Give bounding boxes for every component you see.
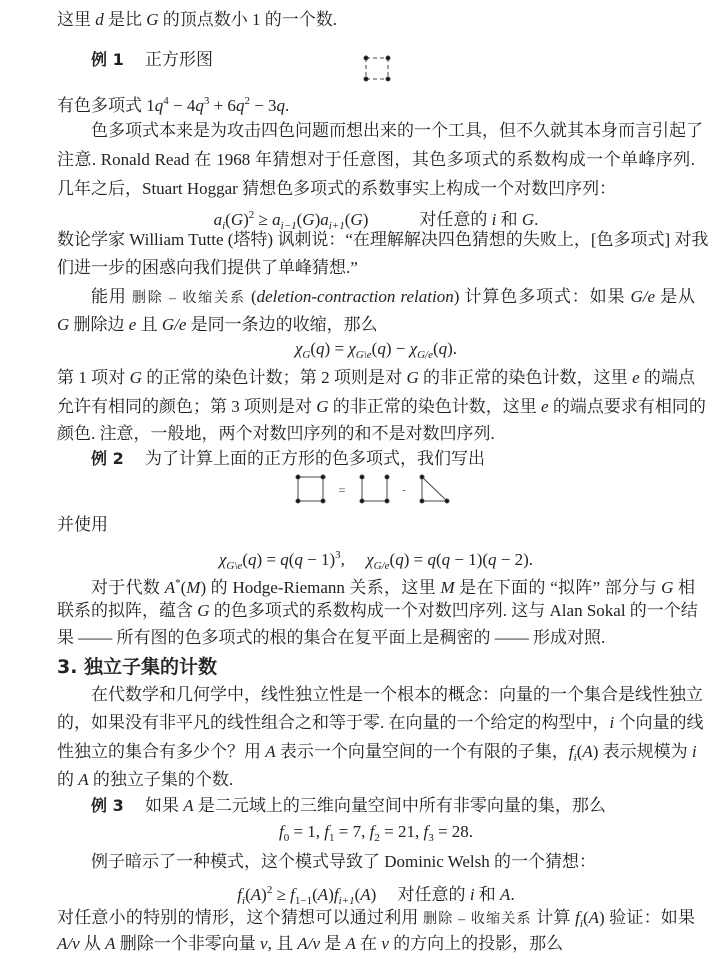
math-symbol: i — [573, 752, 577, 764]
math-symbol: i — [222, 220, 226, 232]
text-run: ( — [288, 550, 295, 569]
math-symbol: i — [579, 918, 583, 930]
math-symbol: 3 — [428, 832, 434, 844]
math-symbol: G — [521, 210, 535, 229]
math-symbol: i+1 — [338, 895, 355, 907]
math-symbol: A — [265, 742, 276, 761]
text-run: 第 1 项对 — [57, 368, 130, 387]
text-run: 是 — [320, 934, 346, 953]
math-symbol: q — [441, 550, 451, 569]
text-run: 和 — [496, 210, 522, 229]
math-symbol: G\e — [355, 349, 372, 361]
section-heading: 3. 独立子集的计数 — [57, 656, 218, 678]
math-symbol: A — [105, 934, 116, 953]
text-run: 在 — [355, 934, 382, 953]
math-symbol: e — [128, 315, 137, 334]
text-run: ≥ — [254, 210, 273, 229]
math-symbol: a — [272, 210, 281, 229]
text-run: ( — [310, 339, 317, 358]
text-run: 能用 — [91, 287, 132, 306]
math-symbol: G — [302, 210, 315, 229]
text-run: 在代数学和几何学中，线性独立性是一个根本的概念：向量的一个集合是线性独立 — [91, 685, 703, 704]
text-run: ) 对任意的 — [362, 210, 492, 229]
math-symbol: f — [575, 908, 580, 927]
text-run: − 1)( — [450, 550, 489, 569]
math-symbol: q — [276, 96, 286, 115]
math-symbol: q — [195, 96, 204, 115]
text-run: . — [285, 96, 290, 115]
math-symbol: v — [260, 934, 268, 953]
math-symbol: a — [320, 210, 329, 229]
text-run: − 2). — [496, 550, 534, 569]
text-run: 是同一条边的收缩，那么 — [186, 315, 378, 334]
example-label: 例 2 — [91, 449, 124, 468]
text-run: 相 — [673, 578, 695, 597]
math-symbol: q — [438, 339, 448, 358]
text-run: 和 — [474, 885, 501, 904]
math-symbol: 4 — [163, 95, 169, 107]
text-run: 的方向上的投影，那么 — [388, 934, 564, 953]
math-symbol: G/e — [630, 287, 656, 306]
math-symbol: f — [423, 822, 429, 841]
math-symbol: A — [500, 885, 511, 904]
math-symbol: 1−1 — [294, 895, 313, 907]
math-symbol: G — [230, 210, 244, 229]
math-symbol: q — [154, 96, 164, 115]
math-symbol: f — [324, 822, 330, 841]
math-symbol: i — [609, 713, 615, 732]
math-symbol: A/v — [297, 934, 320, 953]
math-symbol: 2 — [266, 884, 273, 896]
text-run: 的，如果没有非平凡的线性组合之和等于零. 在向量的一个给定的构型中， — [57, 713, 610, 732]
math-symbol: 3 — [203, 95, 210, 107]
math-symbol: χ — [409, 339, 418, 358]
text-run: 且 — [136, 315, 162, 334]
text-run: = 28. — [433, 822, 474, 841]
math-symbol: A — [317, 885, 329, 904]
text-run: ( — [432, 339, 439, 358]
text-run: , 且 — [267, 934, 298, 953]
text-run: . — [534, 210, 539, 229]
text-run: 并使用 — [57, 515, 108, 534]
math-symbol: deletion-contraction relation — [256, 287, 454, 306]
text-run: 们进一步的困惑向我们提供了单峰猜想.” — [57, 258, 358, 277]
text-run: ) — [314, 210, 321, 229]
text-run: 的非正常的染色计数，这里 — [418, 368, 633, 387]
text-run: ). — [447, 339, 458, 358]
text-run: ( — [344, 210, 351, 229]
math-symbol: q — [247, 550, 257, 569]
math-symbol: e — [541, 397, 549, 416]
text-run: ( — [225, 210, 231, 229]
math-symbol: q — [294, 550, 303, 569]
text-run: 如果 — [123, 796, 184, 815]
math-symbol: A — [582, 742, 593, 761]
text-run: ( — [435, 550, 442, 569]
text-run: 为了计算上面的正方形的色多项式，我们写出 — [123, 449, 485, 468]
math-symbol: G — [146, 10, 159, 29]
math-symbol: χ — [294, 339, 303, 358]
math-symbol: q — [488, 550, 497, 569]
text-run: − 4 — [168, 96, 196, 115]
example-label: 例 3 — [91, 796, 124, 815]
text-run: 计算 — [531, 908, 576, 927]
text-run: 颜色. 注意，一般地，两个对数凹序列的和不是对数凹序列. — [57, 424, 495, 443]
math-symbol: q — [395, 550, 404, 569]
term-emphasis: 删除 – 收缩关系 — [131, 291, 246, 306]
text-run: 是在下面的 “拟阵” 部分与 — [454, 578, 662, 597]
math-symbol: A — [164, 578, 176, 597]
math-symbol: A — [360, 885, 371, 904]
contracted-graph — [420, 475, 449, 503]
math-symbol: d — [95, 10, 104, 29]
text-run: ( — [312, 885, 318, 904]
text-run: ) — [328, 885, 334, 904]
math-symbol: i−1 — [280, 220, 297, 232]
text-run: ) 表示规模为 — [592, 742, 692, 761]
text-run: = 21, — [379, 822, 424, 841]
minus-sign: - — [402, 485, 406, 496]
math-symbol: q — [235, 96, 245, 115]
text-run: ) 计算色多项式：如果 — [453, 287, 631, 306]
math-symbol: G — [406, 368, 419, 387]
math-symbol: f — [369, 822, 375, 841]
text-run: 正方形图 — [123, 50, 213, 69]
text-run: ) 对任意的 — [370, 885, 470, 904]
text-run: 的正常的染色计数；第 2 项则是对 — [141, 368, 407, 387]
text-run: ( — [389, 550, 396, 569]
text-run: 对于代数 — [91, 578, 165, 597]
text-run: 性独立的集合有多少个？用 — [57, 742, 266, 761]
text-run: − 3 — [249, 96, 277, 115]
math-symbol: G — [350, 210, 363, 229]
text-run: . — [510, 885, 515, 904]
math-symbol: 3 — [335, 549, 341, 561]
math-symbol: i — [242, 895, 246, 907]
text-run: ) — [243, 210, 249, 229]
term-emphasis: 删除 – 收缩关系 — [423, 912, 532, 927]
math-symbol: G\e — [226, 560, 243, 572]
text-run: 这里 — [57, 10, 96, 29]
math-symbol: G — [129, 368, 142, 387]
text-run: ) = — [324, 339, 349, 358]
text-run: ) — [261, 885, 267, 904]
text-run: 色多项式本来是为攻击四色问题而想出来的一个工具，但不久就其本身而言引起了 — [91, 121, 703, 140]
text-run: 的 — [57, 770, 79, 789]
math-symbol: G — [302, 349, 311, 361]
text-run: ( — [582, 908, 589, 927]
math-symbol: f — [568, 742, 574, 761]
math-symbol: f — [237, 885, 243, 904]
text-run: ( — [371, 339, 378, 358]
square-graph — [364, 56, 390, 81]
math-symbol: χ — [218, 550, 227, 569]
text-run: ( — [245, 287, 257, 306]
math-symbol: 1 — [329, 832, 335, 844]
text-run: − 1) — [302, 550, 336, 569]
text-run: ) − — [385, 339, 410, 358]
text-run: ≥ — [272, 885, 291, 904]
text-run: 是比 — [103, 10, 147, 29]
math-symbol: χ — [366, 550, 374, 569]
math-symbol: * — [175, 577, 181, 589]
text-run: ( — [296, 210, 303, 229]
math-symbol: A — [345, 934, 356, 953]
math-symbol: G — [316, 397, 329, 416]
text-run: 联系的拟阵，蕴含 — [57, 601, 198, 620]
text-run: ( — [242, 550, 248, 569]
math-symbol: A — [78, 770, 89, 789]
text-run: 例子暗示了一种模式，这个模式导致了 Dominic Welsh 的一个猜想： — [91, 852, 597, 871]
math-symbol: q — [377, 339, 386, 358]
math-symbol: 2 — [248, 209, 255, 221]
math-symbol: e — [632, 368, 640, 387]
math-symbol: q — [427, 550, 436, 569]
math-symbol: A/v — [57, 934, 80, 953]
math-symbol: v — [381, 934, 389, 953]
text-run: 果 —— 所有图的色多项式的根的集合在复平面上是稠密的 —— 形成对照. — [57, 628, 606, 647]
math-symbol: 2 — [374, 832, 380, 844]
text-run: + 6 — [209, 96, 236, 115]
math-symbol: G/e — [373, 560, 390, 572]
text-run: = 7, — [334, 822, 370, 841]
equals-sign: = — [338, 483, 346, 497]
text-run: ) 验证：如果 — [599, 908, 696, 927]
text-run: 表示一个向量空间的一个有限的子集， — [275, 742, 569, 761]
math-symbol: M — [440, 578, 455, 597]
example-label: 例 1 — [91, 50, 124, 69]
math-symbol: A — [250, 885, 262, 904]
math-symbol: G — [197, 601, 210, 620]
math-symbol: f — [333, 885, 339, 904]
text-run: 的端点要求有相同的 — [548, 397, 706, 416]
text-run: 从 — [79, 934, 106, 953]
text-run: 的顶点数小 1 的一个数. — [158, 10, 338, 29]
text-run: 的端点 — [639, 368, 696, 387]
text-run: , — [340, 550, 367, 569]
math-symbol: 2 — [244, 95, 250, 107]
text-run: 对任意小的特别的情形，这个猜想可以通过利用 — [57, 908, 424, 927]
text-run: 的独立子集的个数. — [88, 770, 234, 789]
text-run: 的非正常的染色计数，这里 — [328, 397, 542, 416]
text-run: ( — [245, 885, 251, 904]
math-symbol: f — [290, 885, 295, 904]
text-run: = 1, — [289, 822, 325, 841]
text-run: 允许有相同的颜色；第 3 项则是对 — [57, 397, 317, 416]
math-symbol: f — [278, 822, 284, 841]
math-symbol: G/e — [417, 349, 433, 361]
text-run: 是从 — [655, 287, 696, 306]
math-symbol: G — [57, 315, 70, 334]
math-symbol: a — [213, 210, 223, 229]
math-symbol: i — [691, 742, 697, 761]
text-run: ) = — [256, 550, 281, 569]
deleted-edge-graph — [360, 475, 389, 503]
math-symbol: i — [469, 885, 475, 904]
text-run: ( — [180, 578, 187, 597]
math-symbol: M — [186, 578, 201, 597]
math-symbol: A — [588, 908, 600, 927]
text-run: 删除边 — [69, 315, 129, 334]
math-symbol: χ — [348, 339, 356, 358]
math-symbol: A — [183, 796, 194, 815]
text-run: 注意. Ronald Read 在 1968 年猜想对于任意图，其色多项式的系数构成一个单峰序列. — [57, 150, 695, 169]
math-symbol: G — [661, 578, 674, 597]
math-symbol: 0 — [283, 832, 290, 844]
text-run: 的色多项式的系数构成一个对数凹序列. 这与 Alan Sokal 的一个结 — [209, 601, 698, 620]
math-symbol: q — [316, 339, 325, 358]
math-symbol: i — [491, 210, 497, 229]
text-run: 几年之后，Stuart Hoggar 猜想色多项式的系数事实上构成一个对数凹序列： — [57, 179, 617, 198]
text-run: ( — [354, 885, 361, 904]
text-run: ) = — [403, 550, 428, 569]
text-run: 个向量的线 — [614, 713, 704, 732]
text-run: 删除一个非零向量 — [115, 934, 261, 953]
text-run: 数论学家 William Tutte (塔特) 讽刺说：“在理解解决四色猜想的失败上，[色多项式] 对我 — [57, 230, 709, 249]
text-run: ) 的 Hodge-Riemann 关系，这里 — [200, 578, 441, 597]
text-run: ( — [576, 742, 583, 761]
square-graph-example-2 — [296, 475, 325, 503]
math-symbol: G/e — [161, 315, 187, 334]
text-run: 是二元域上的三维向量空间中所有非零向量的集，那么 — [193, 796, 606, 815]
math-symbol: i+1 — [328, 220, 345, 232]
text-run: 有色多项式 1 — [57, 96, 155, 115]
math-symbol: q — [280, 550, 289, 569]
